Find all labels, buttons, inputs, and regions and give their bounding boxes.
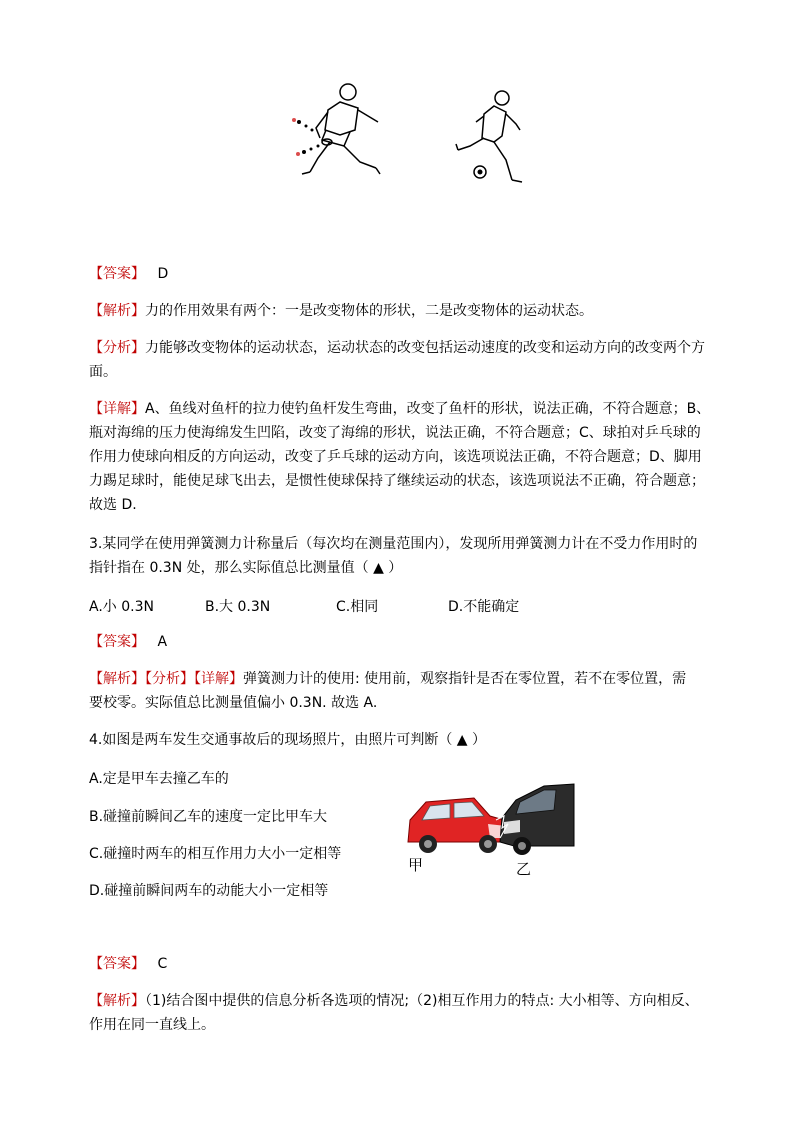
q3-stem-text-2: 指针指在 0.3N 处，那么实际值总比测量值（ ▲ ）	[89, 560, 403, 576]
detail-line-3	[89, 448, 702, 467]
q3-option-b: B.大 0.3N	[205, 599, 271, 615]
q3-explanation-line-1	[89, 670, 686, 689]
detail-line-4	[89, 472, 705, 491]
q4-stem-text: 4.如图是两车发生交通事故后的现场照片，由照片可判断（ ▲ ）	[89, 732, 487, 748]
q4-answer-value: C	[157, 956, 168, 972]
q4-option-b: B.碰撞前瞬间乙车的速度一定比甲车大	[89, 809, 328, 825]
detail-line-2	[89, 424, 701, 443]
detail-tag: 【详解】	[89, 401, 145, 417]
car-label-left: 甲	[408, 856, 424, 874]
fenxi-tag: 【分析】	[89, 340, 145, 356]
q3-answer-tag: 【答案】	[89, 634, 145, 650]
answer-tag: 【答案】	[89, 266, 145, 282]
q3-stem-text-1: 3.某同学在使用弹簧测力计称量后（每次均在测量范围内），发现所用弹簧测力计在不受力作用时的	[89, 536, 698, 552]
q3-explanation-text-1: 弹簧测力计的使用: 使用前，观察指针是否在零位置，若不在零位置，需	[243, 671, 687, 687]
q4-analysis-line-1	[89, 992, 699, 1011]
fenxi-text-2: 面。	[89, 364, 117, 380]
fenxi-text-1: 力能够改变物体的运动状态，运动状态的改变包括运动速度的改变和运动方向的改变两个方	[145, 340, 705, 356]
analysis-text: 力的作用效果有两个：一是改变物体的形状，二是改变物体的运动状态。	[145, 303, 593, 319]
detail-text-4: 力踢足球时，能使足球飞出去，是惯性使球保持了继续运动的状态，该选项说法不正确，符合题意；	[89, 473, 705, 489]
q3-tags: 【解析】【分析】【详解】	[89, 671, 243, 687]
detail-line-1	[89, 400, 710, 419]
car-label-right: 乙	[516, 860, 532, 878]
q3-answer-line	[89, 633, 167, 652]
detail-text-2: 瓶对海绵的压力使海绵发生凹陷，改变了海绵的形状，说法正确，不符合题意；C、球拍对乒乓球的	[89, 425, 701, 441]
sports-illustration	[280, 80, 530, 190]
q3-explanation-text-2: 要校零。实际值总比测量值偏小 0.3N. 故选 A.	[89, 695, 378, 711]
q3-explanation-line-2	[89, 694, 377, 713]
detail-text-5: 故选 D.	[89, 497, 137, 513]
fenxi-line-2	[89, 363, 117, 382]
q4-analysis-tag: 【解析】	[89, 993, 145, 1009]
q4-option-d: D.碰撞前瞬间两车的动能大小一定相等	[89, 883, 329, 899]
analysis-line-1	[89, 302, 593, 321]
car-collision-icon	[404, 780, 576, 880]
detail-text-1: A、鱼线对鱼杆的拉力使钓鱼杆发生弯曲，改变了鱼杆的形状，说法正确，不符合题意；B、	[145, 401, 711, 417]
car-collision-image	[404, 780, 576, 880]
q3-stem-line-2	[89, 559, 402, 578]
q4-option-c: C.碰撞时两车的相互作用力大小一定相等	[89, 846, 342, 862]
q3-stem-line-1	[89, 535, 697, 554]
detail-line-5	[89, 496, 137, 515]
answer-line-1	[89, 265, 168, 284]
detail-text-3: 作用力使球向相反的方向运动，改变了乒乓球的运动方向，该选项说法正确，不符合题意；D、脚用	[89, 449, 702, 465]
q4-analysis-text-1: （1)结合图中提供的信息分析各选项的情况;（2)相互作用力的特点: 大小相等、方向相反、	[145, 993, 699, 1009]
fenxi-line-1	[89, 339, 705, 358]
q4-option-a: A.定是甲车去撞乙车的	[89, 771, 229, 787]
analysis-tag: 【解析】	[89, 303, 145, 319]
q4-stem-line	[89, 731, 486, 750]
q3-option-c: C.相同	[336, 599, 379, 615]
answer-value: D	[157, 266, 169, 282]
q4-answer-tag: 【答案】	[89, 956, 145, 972]
q3-answer-value: A	[157, 634, 168, 650]
q4-analysis-text-2: 作用在同一直线上。	[89, 1017, 215, 1033]
q3-option-d: D.不能确定	[448, 599, 520, 615]
q3-option-a: A.小 0.3N	[89, 599, 154, 615]
q4-analysis-line-2	[89, 1016, 215, 1035]
q4-answer-line	[89, 955, 167, 974]
badminton-player-icon	[280, 80, 530, 190]
